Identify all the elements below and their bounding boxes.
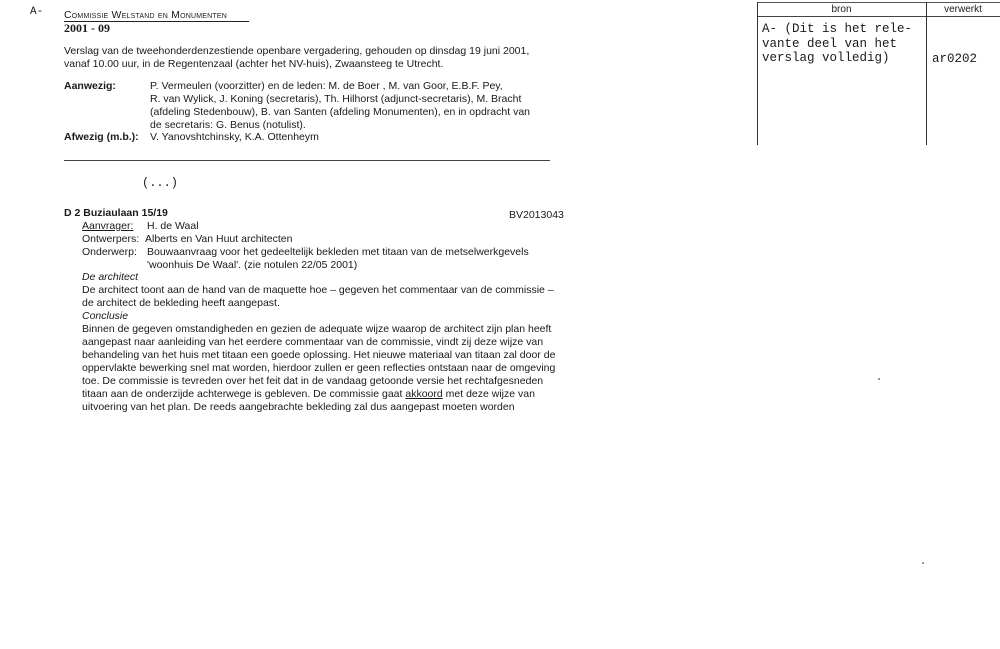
subject-label: Onderwerp: bbox=[82, 246, 137, 258]
section-divider bbox=[64, 160, 550, 161]
margin-mark: A- bbox=[30, 6, 44, 18]
scan-speck bbox=[922, 562, 924, 564]
architect-heading: De architect bbox=[82, 271, 139, 283]
organization-name: Commissie Welstand en Monumenten bbox=[64, 9, 227, 21]
conclusion-line: toe. De commissie is tevreden over het feit dat in de vandaag getoonde versie het rechtafgesneden bbox=[82, 375, 544, 387]
item-title: D 2 Buziaulaan 15/19 bbox=[64, 207, 168, 219]
document-number: 2001 - 09 bbox=[64, 21, 110, 35]
intro-line: Verslag van de tweehonderdenzestiende openbare vergadering, gehouden op dinsdag 19 juni 2001, bbox=[64, 45, 530, 57]
applicant-label: Aanvrager: bbox=[82, 220, 134, 232]
absent-list: V. Yanovshtchinsky, K.A. Ottenheym bbox=[150, 131, 319, 143]
present-line: de secretaris: G. Benus (notulist). bbox=[150, 119, 306, 131]
present-list bbox=[150, 80, 550, 132]
conclusion-heading: Conclusie bbox=[82, 310, 129, 322]
designers-value: Alberts en Van Huut architecten bbox=[145, 233, 293, 245]
conclusion-line: oppervlakte bewerking snel mat worden, hierdoor zullen er geen reflecties ontstaan naar de omgeving bbox=[82, 362, 556, 374]
column-header-verwerkt: verwerkt bbox=[944, 4, 982, 15]
conclusion-text: met deze wijze van bbox=[442, 388, 535, 400]
source-table-column-divider bbox=[926, 2, 927, 145]
absent-label: Afwezig (m.b.): bbox=[64, 131, 139, 143]
conclusion-line bbox=[82, 388, 568, 401]
architect-line: De architect toont aan de hand van de maquette hoe – gegeven het commentaar van de commissie – bbox=[82, 284, 554, 296]
architect-line: de architect de bekleding heeft aangepast. bbox=[82, 297, 280, 309]
conclusion-line: aangepast naar aanleiding van het eerdere commentaar van de commissie, vindt zij deze wijze van bbox=[82, 336, 544, 348]
architect-paragraph bbox=[82, 284, 568, 310]
subject-line: Bouwaanvraag voor het gedeeltelijk bekleden met titaan van de metselwerkgevels bbox=[147, 246, 529, 258]
verwerkt-value: ar0202 bbox=[932, 52, 978, 66]
column-header-bron: bron bbox=[831, 4, 852, 15]
item-code: BV2013043 bbox=[509, 209, 564, 221]
designers-label: Ontwerpers: bbox=[82, 233, 140, 245]
scan-speck bbox=[878, 378, 880, 380]
intro-paragraph bbox=[64, 45, 544, 71]
conclusion-line: Binnen de gegeven omstandigheden en gezien de adequate wijze waarop de architect zijn plan heeft bbox=[82, 323, 552, 335]
applicant-value: H. de Waal bbox=[147, 220, 199, 232]
source-table-header-rule bbox=[757, 16, 1000, 17]
bron-note: A- (Dit is het rele- vante deel van het verslag volledig) bbox=[762, 22, 913, 65]
conclusion-paragraph bbox=[82, 323, 568, 414]
conclusion-line: behandeling van het huis met titaan een goede oplossing. Het nieuwe materiaal van titaan zal door de bbox=[82, 349, 556, 361]
omission-ellipsis: (...) bbox=[142, 176, 179, 190]
intro-line: vanaf 10.00 uur, in de Regentenzaal (achter het NV-huis), Zwaansteeg te Utrecht. bbox=[64, 58, 444, 70]
present-line: P. Vermeulen (voorzitter) en de leden: M. de Boer , M. van Goor, E.B.F. Pey, bbox=[150, 80, 503, 92]
present-line: (afdeling Stedenbouw), B. van Santen (afdeling Monumenten), en in opdracht van bbox=[150, 106, 530, 118]
source-table-left-border bbox=[757, 2, 758, 145]
subject-value bbox=[147, 246, 567, 272]
subject-line: 'woonhuis De Waal'. (zie notulen 22/05 2001) bbox=[147, 259, 358, 271]
conclusion-line: uitvoering van het plan. De reeds aangebrachte bekleding zal dus aangepast moeten worden bbox=[82, 401, 515, 413]
conclusion-text: titaan aan de onderzijde achterwege is gebleven. De commissie gaat bbox=[82, 388, 403, 400]
present-line: R. van Wylick, J. Koning (secretaris), Th. Hilhorst (adjunct-secretaris), M. Bracht bbox=[150, 93, 522, 105]
present-label: Aanwezig: bbox=[64, 80, 116, 92]
akkoord-word: akkoord bbox=[405, 388, 443, 400]
